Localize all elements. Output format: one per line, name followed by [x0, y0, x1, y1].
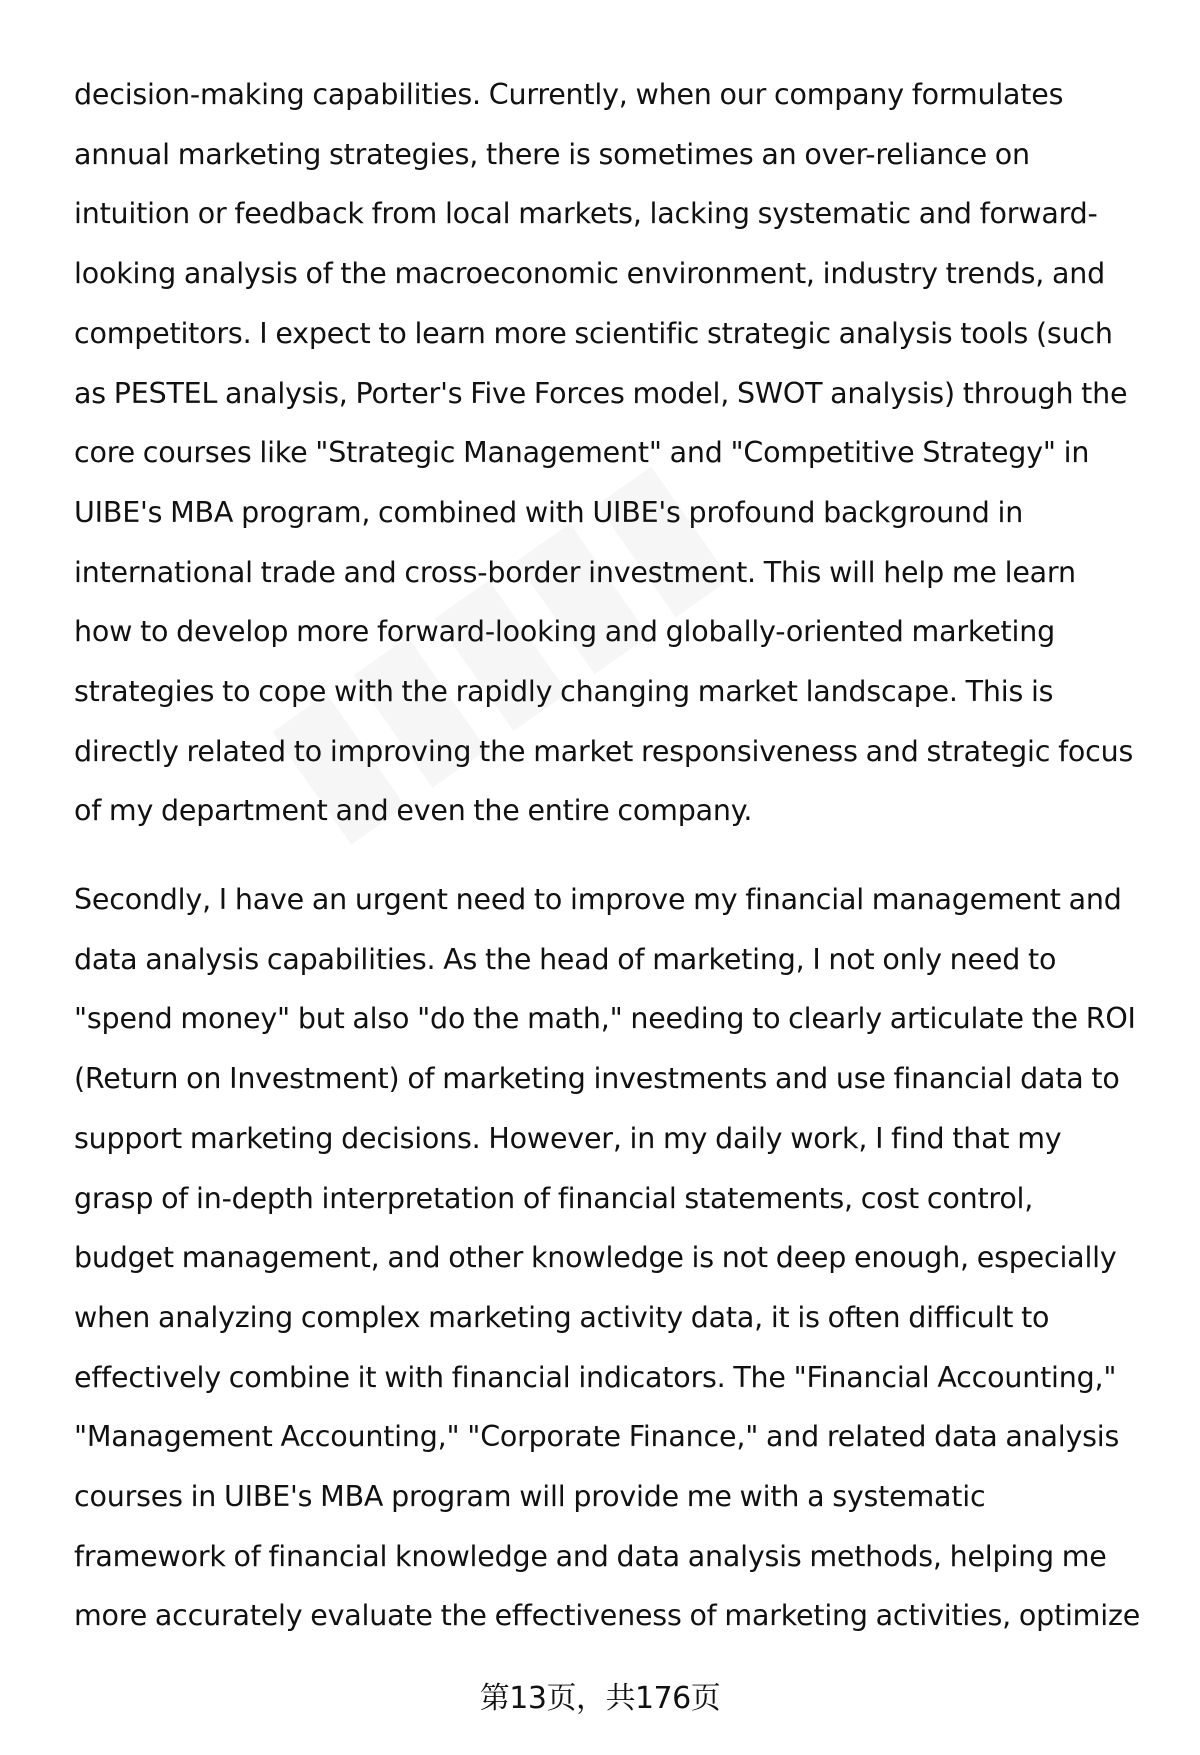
text-line: decision-making capabilities. Currently, when our company formulates: [74, 78, 1064, 111]
text-line: Secondly, I have an urgent need to improve my financial management and: [74, 883, 1122, 916]
text-line: budget management, and other knowledge is not deep enough, especially: [74, 1241, 1117, 1275]
page-number-footer: 第13页，共176页: [479, 1681, 721, 1716]
text-line: annual marketing strategies, there is sometimes an over-reliance on: [74, 137, 1030, 171]
text-line: strategies to cope with the rapidly changing market landscape. This is: [74, 675, 1054, 709]
text-line: courses in UIBE's MBA program will provide me with a systematic: [74, 1480, 986, 1514]
text-line: support marketing decisions. However, in my daily work, I find that my: [74, 1121, 1062, 1155]
text-line: of my department and even the entire company.: [74, 794, 753, 828]
text-line: UIBE's MBA program, combined with UIBE's profound background in: [74, 495, 1024, 529]
text-line: effectively combine it with financial indicators. The "Financial Accounting,": [74, 1360, 1117, 1394]
text-line: "spend money" but also "do the math," needing to clearly articulate the ROI: [74, 1002, 1136, 1036]
text-line: how to develop more forward-looking and globally-oriented marketing: [74, 615, 1055, 649]
text-line: "Management Accounting," "Corporate Finance," and related data analysis: [74, 1420, 1120, 1454]
paragraph-financial-management: [74, 870, 1164, 1646]
text-line: competitors. I expect to learn more scientific strategic analysis tools (such: [74, 316, 1113, 350]
text-line: grasp of in-depth interpretation of financial statements, cost control,: [74, 1181, 1034, 1215]
paragraph-strategic-analysis: [74, 65, 1164, 841]
text-line: data analysis capabilities. As the head of marketing, I not only need to: [74, 942, 1057, 976]
text-line: as PESTEL analysis, Porter's Five Forces model, SWOT analysis) through the: [74, 376, 1128, 410]
text-line: core courses like "Strategic Management" and "Competitive Strategy" in: [74, 436, 1090, 470]
text-line: international trade and cross-border investment. This will help me learn: [74, 555, 1076, 589]
text-line: (Return on Investment) of marketing investments and use financial data to: [74, 1062, 1120, 1096]
text-line: intuition or feedback from local markets, lacking systematic and forward-: [74, 197, 1098, 231]
text-line: more accurately evaluate the effectiveness of marketing activities, optimize: [74, 1599, 1141, 1633]
text-line: directly related to improving the market responsiveness and strategic focus: [74, 734, 1134, 768]
text-line: looking analysis of the macroeconomic environment, industry trends, and: [74, 257, 1105, 291]
text-line: framework of financial knowledge and data analysis methods, helping me: [74, 1539, 1107, 1573]
text-line: when analyzing complex marketing activity data, it is often difficult to: [74, 1300, 1050, 1334]
